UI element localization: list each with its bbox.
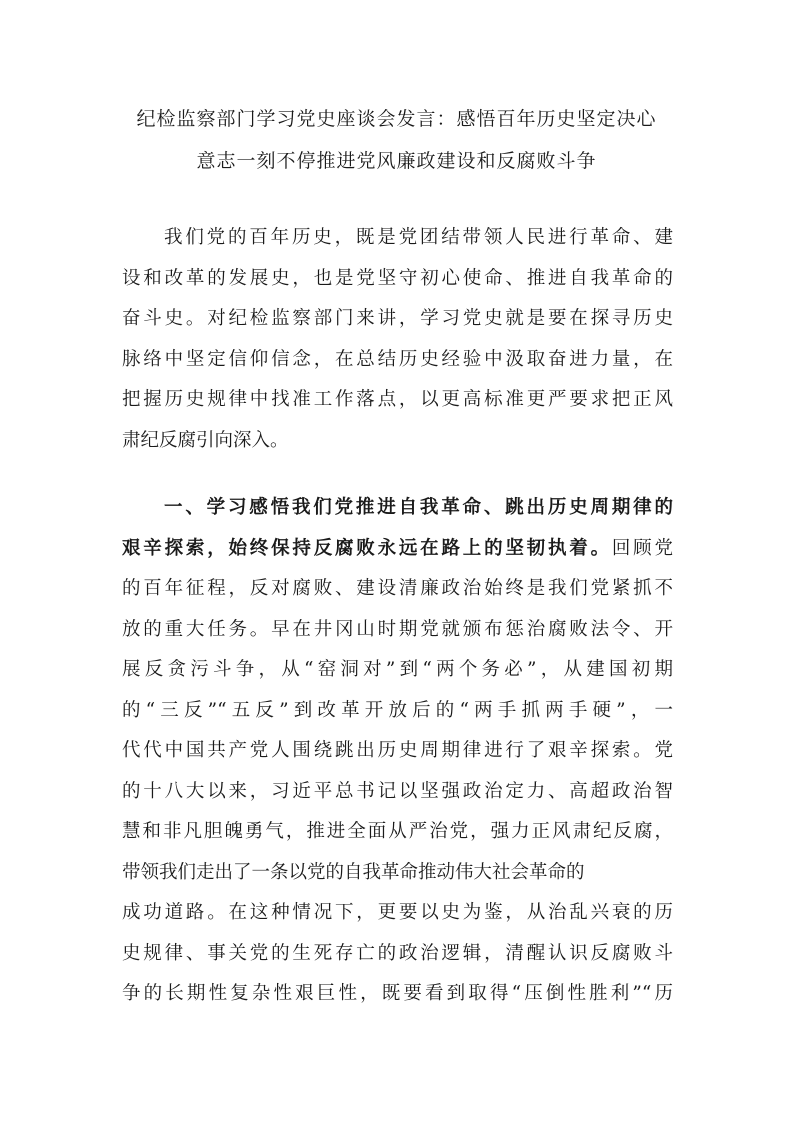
paragraph-line: 慧和非凡胆魄勇气，推进全面从严治党，强力正风肃纪反腐， <box>122 821 673 842</box>
document-title <box>100 98 693 182</box>
paragraph-line: 史规律、事关党的生死存亡的政治逻辑，清醒认识反腐败斗 <box>122 942 673 964</box>
section-heading-bold: 艰辛探索，始终保持反腐败永远在路上的坚韧执着。 <box>122 537 612 559</box>
paragraph-line: 设和改革的发展史，也是党坚守初心使命、推进自我革命的 <box>122 267 673 289</box>
paragraph-line: 奋斗史。对纪检监察部门来讲，学习党史就是要在探寻历史 <box>122 308 673 329</box>
paragraph-line: 代代中国共产党人围绕跳出历史周期律进行了艰辛探索。党 <box>122 740 673 761</box>
paragraph-text: 回顾党 <box>611 537 673 559</box>
paragraph-line: 带领我们走出了一条以党的自我革命推动伟大社会革命的 <box>122 861 585 883</box>
section-one-paragraph <box>122 488 673 1015</box>
paragraph-line: 我们党的百年历史，既是党团结带领人民进行革命、建 <box>164 227 673 248</box>
paragraph-line: 把握历史规律中找准工作落点，以更高标准更严要求把正风 <box>122 389 673 410</box>
paragraph-line: 肃纪反腐引向深入。 <box>122 429 289 451</box>
paragraph-line: 展反贪污斗争，从“窑洞对”到“两个务必”，从建国初期 <box>122 659 673 680</box>
paragraph-line: 的“三反”“五反”到改革开放后的“两手抓两手硬”，一 <box>122 699 673 721</box>
paragraph-line: 争的长期性复杂性艰巨性，既要看到取得“压倒性胜利”“历 <box>122 983 673 1004</box>
title-line-1: 纪检监察部门学习党史座谈会发言：感悟百年历史坚定决心 <box>136 108 657 130</box>
paragraph-line: 放的重大任务。早在井冈山时期党就颁布惩治腐败法令、开 <box>122 618 673 640</box>
paragraph-line: 的百年征程，反对腐败、建设清廉政治始终是我们党紧抓不 <box>122 578 673 599</box>
paragraph-line: 脉络中坚定信仰信念，在总结历史经验中汲取奋进力量，在 <box>122 348 673 370</box>
paragraph-line: 的十八大以来，习近平总书记以坚强政治定力、高超政治智 <box>122 780 673 802</box>
intro-paragraph <box>122 218 673 461</box>
section-heading-line-2 <box>122 529 673 570</box>
section-heading-line: 一、学习感悟我们党推进自我革命、跳出历史周期律的 <box>164 497 673 518</box>
title-line-2: 意志一刻不停推进党风廉政建设和反腐败斗争 <box>196 150 597 172</box>
paragraph-line: 成功道路。在这种情况下，更要以史为鉴，从治乱兴衰的历 <box>122 902 673 923</box>
